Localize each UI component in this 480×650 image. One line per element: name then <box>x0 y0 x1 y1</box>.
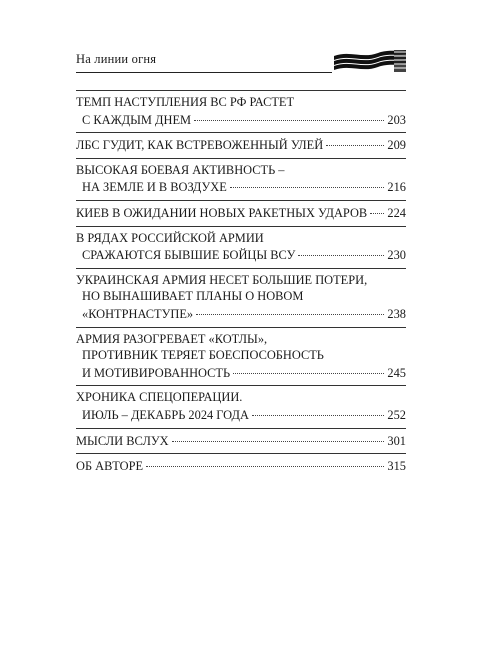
toc-entry-title: В РЯДАХ РОССИЙСКОЙ АРМИИ <box>76 230 264 245</box>
toc-entry[interactable] <box>76 132 406 158</box>
table-of-contents <box>76 90 406 479</box>
running-header-title: На линии огня <box>76 52 157 66</box>
toc-entry-title: ВЫСОКАЯ БОЕВАЯ АКТИВНОСТЬ – <box>76 162 285 177</box>
toc-entry[interactable] <box>76 268 406 327</box>
toc-entry[interactable] <box>76 428 406 454</box>
toc-entry-title: ПРОТИВНИК ТЕРЯЕТ БОЕСПОСОБНОСТЬ <box>82 348 324 363</box>
toc-entry-title: ХРОНИКА СПЕЦОПЕРАЦИИ. <box>76 390 243 405</box>
toc-entry-line <box>76 246 406 264</box>
toc-entry-title: ТЕМП НАСТУПЛЕНИЯ ВС РФ РАСТЕТ <box>76 95 295 109</box>
toc-entry[interactable] <box>76 453 406 479</box>
toc-entry-title: НА ЗЕМЛЕ И В ВОЗДУХЕ <box>82 180 227 195</box>
toc-entry-line <box>76 305 406 323</box>
toc-entry-title: УКРАИНСКАЯ АРМИЯ НЕСЕТ БОЛЬШИЕ ПОТЕРИ, <box>76 272 368 287</box>
toc-entry-line <box>76 272 406 289</box>
header-rule <box>76 72 332 73</box>
st-george-ribbon-icon <box>332 46 408 76</box>
page-number: 230 <box>387 248 406 263</box>
dot-leader <box>196 302 384 315</box>
toc-entry-title: ИЮЛЬ – ДЕКАБРЬ 2024 ГОДА <box>82 407 249 422</box>
toc-entry-line <box>76 204 406 222</box>
toc-entry-title: «КОНТРНАСТУПЕ» <box>82 306 194 321</box>
toc-entry-title: СРАЖАЮТСЯ БЫВШИЕ БОЙЦЫ ВСУ <box>82 248 296 263</box>
running-header <box>76 44 406 76</box>
toc-entry-title: И МОТИВИРОВАННОСТЬ <box>82 365 231 380</box>
toc-entry-title: АРМИЯ РАЗОГРЕВАЕТ «КОТЛЫ», <box>76 331 268 346</box>
toc-entry-line <box>76 111 406 129</box>
toc-entry[interactable] <box>76 200 406 226</box>
page-number: 238 <box>387 306 406 321</box>
toc-entry-line <box>76 364 406 382</box>
page-number: 216 <box>387 180 406 195</box>
toc-entry-title: ЛБС ГУДИТ, КАК ВСТРЕВОЖЕННЫЙ УЛЕЙ <box>76 138 324 153</box>
page-number: 245 <box>387 365 406 380</box>
toc-entry-line <box>76 457 406 475</box>
toc-entry-title: КИЕВ В ОЖИДАНИИ НОВЫХ РАКЕТНЫХ УДАРОВ <box>76 205 368 220</box>
toc-entry[interactable] <box>76 226 406 268</box>
page-number: 224 <box>387 205 406 220</box>
toc-entry[interactable] <box>76 327 406 386</box>
toc-entry[interactable] <box>76 158 406 200</box>
toc-entry[interactable] <box>76 385 406 427</box>
dot-leader <box>233 361 384 374</box>
toc-entry[interactable] <box>76 90 406 132</box>
page-number: 203 <box>387 112 406 127</box>
dot-leader <box>252 403 385 416</box>
dot-leader <box>194 108 384 121</box>
page-number: 209 <box>387 138 406 153</box>
dot-leader <box>370 201 384 214</box>
toc-entry-title: С КАЖДЫМ ДНЕМ <box>82 112 192 127</box>
toc-entry-title: НО ВЫНАШИВАЕТ ПЛАНЫ О НОВОМ <box>82 289 304 304</box>
toc-entry-line <box>76 331 406 348</box>
dot-leader <box>230 175 385 188</box>
dot-leader <box>298 243 384 256</box>
page-number: 315 <box>387 459 406 474</box>
toc-entry-line <box>76 178 406 196</box>
dot-leader <box>146 454 384 467</box>
toc-entry-title: МЫСЛИ ВСЛУХ <box>76 433 169 448</box>
toc-entry-line <box>76 432 406 450</box>
toc-entry-line <box>76 406 406 424</box>
toc-entry-line <box>76 136 406 154</box>
dot-leader <box>172 429 385 442</box>
dot-leader <box>326 133 384 146</box>
page-number: 301 <box>387 433 406 448</box>
toc-entry-title: ОБ АВТОРЕ <box>76 459 144 474</box>
page-number: 252 <box>387 407 406 422</box>
